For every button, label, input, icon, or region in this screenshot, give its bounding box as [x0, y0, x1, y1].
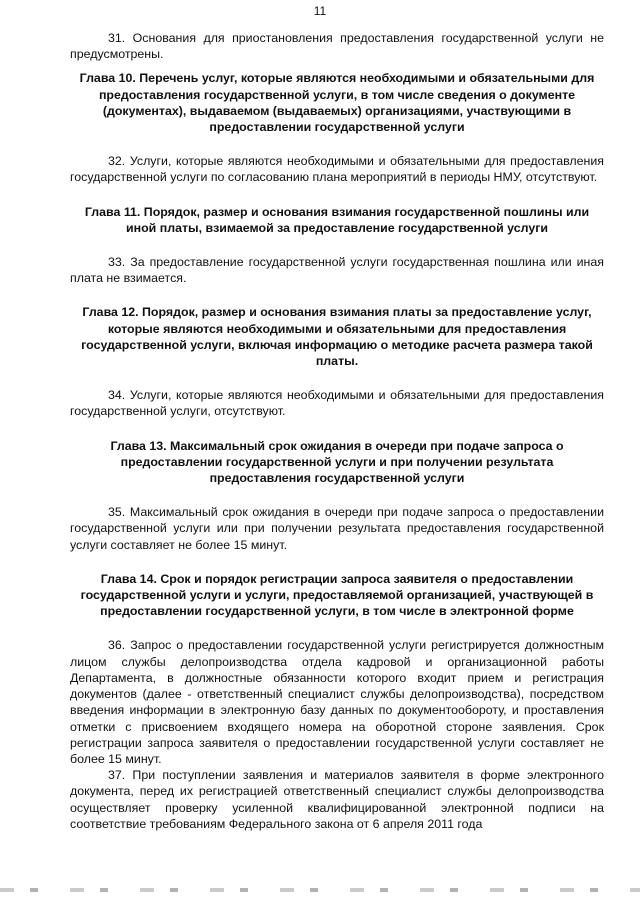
chapter-14-heading: Глава 14. Срок и порядок регистрации запроса заявителя о предоставлении государственной услуги и услуги, предоставляемой организацией, участвующей в предоставлении государственной услуги, в том числе в электронной форме: [80, 571, 594, 619]
paragraph-32: 32. Услуги, которые являются необходимыми и обязательными для предоставления государственной услуги по согласованию плана мероприятий в периоды НМУ, отсутствуют.: [70, 154, 604, 185]
document-body: [70, 30, 604, 832]
chapter-10-heading: Глава 10. Перечень услуг, которые являются необходимыми и обязательными для предоставления государственной услуги, в том числе сведения о документе (документах), выдаваемом (выдаваемых) организациями, участвующими в предоставлении государственной услуги: [79, 71, 595, 135]
chapter-11-heading: Глава 11. Порядок, размер и основания взимания государственной пошлины или иной платы, взимаемой за предоставление государственной услуги: [84, 204, 590, 235]
chapter-12-heading: Глава 12. Порядок, размер и основания взимания платы за предоставление услуг, которые являются необходимыми и обязательными для предоставления государственной услуги, включая информацию о методике расчета размера такой платы.: [81, 305, 593, 369]
paragraph-33: 33. За предоставление государственной услуги государственная пошлина или иная плата не взимается.: [70, 255, 604, 286]
paragraph-31: 31. Основания для приостановления предоставления государственной услуги не предусмотрены.: [70, 31, 604, 62]
page-number: 11: [313, 4, 327, 18]
chapter-13-heading: Глава 13. Максимальный срок ожидания в очереди при подаче запроса о предоставлении государственной услуги и при получении результата предоставления государственной услуги: [110, 438, 564, 486]
scan-artifact: [0, 888, 640, 892]
paragraph-37: 37. При поступлении заявления и материалов заявителя в форме электронного документа, перед их регистрацией ответственный специалист службы делопроизводства осуществляет проверку усиленной квалифицированной электронной подписи на соответствие требованиям Федерального закона от 6 апреля 2011 года: [70, 768, 604, 831]
paragraph-34: 34. Услуги, которые являются необходимыми и обязательными для предоставления государственной услуги, отсутствуют.: [70, 388, 604, 419]
paragraph-35: 35. Максимальный срок ожидания в очереди при подаче запроса о предоставлении государственной услуги или при получении результата предоставления государственной услуги составляет не более 15 минут.: [70, 505, 604, 552]
paragraph-36: 36. Запрос о предоставлении государственной услуги регистрируется должностным лицом службы делопроизводства отдела кадровой и организационной работы Департамента, в должностные обязанности которого входит прием и регистрация документов (далее - ответственный специалист службы делопроизводства), посредством введения информации в электронную базу данных по документообороту, и проставления отметки с присвоением входящего номера на оборотной стороне заявления. Срок регистрации запроса заявителя о предоставлении государственной услуги составляет не более 15 минут.: [70, 638, 604, 766]
